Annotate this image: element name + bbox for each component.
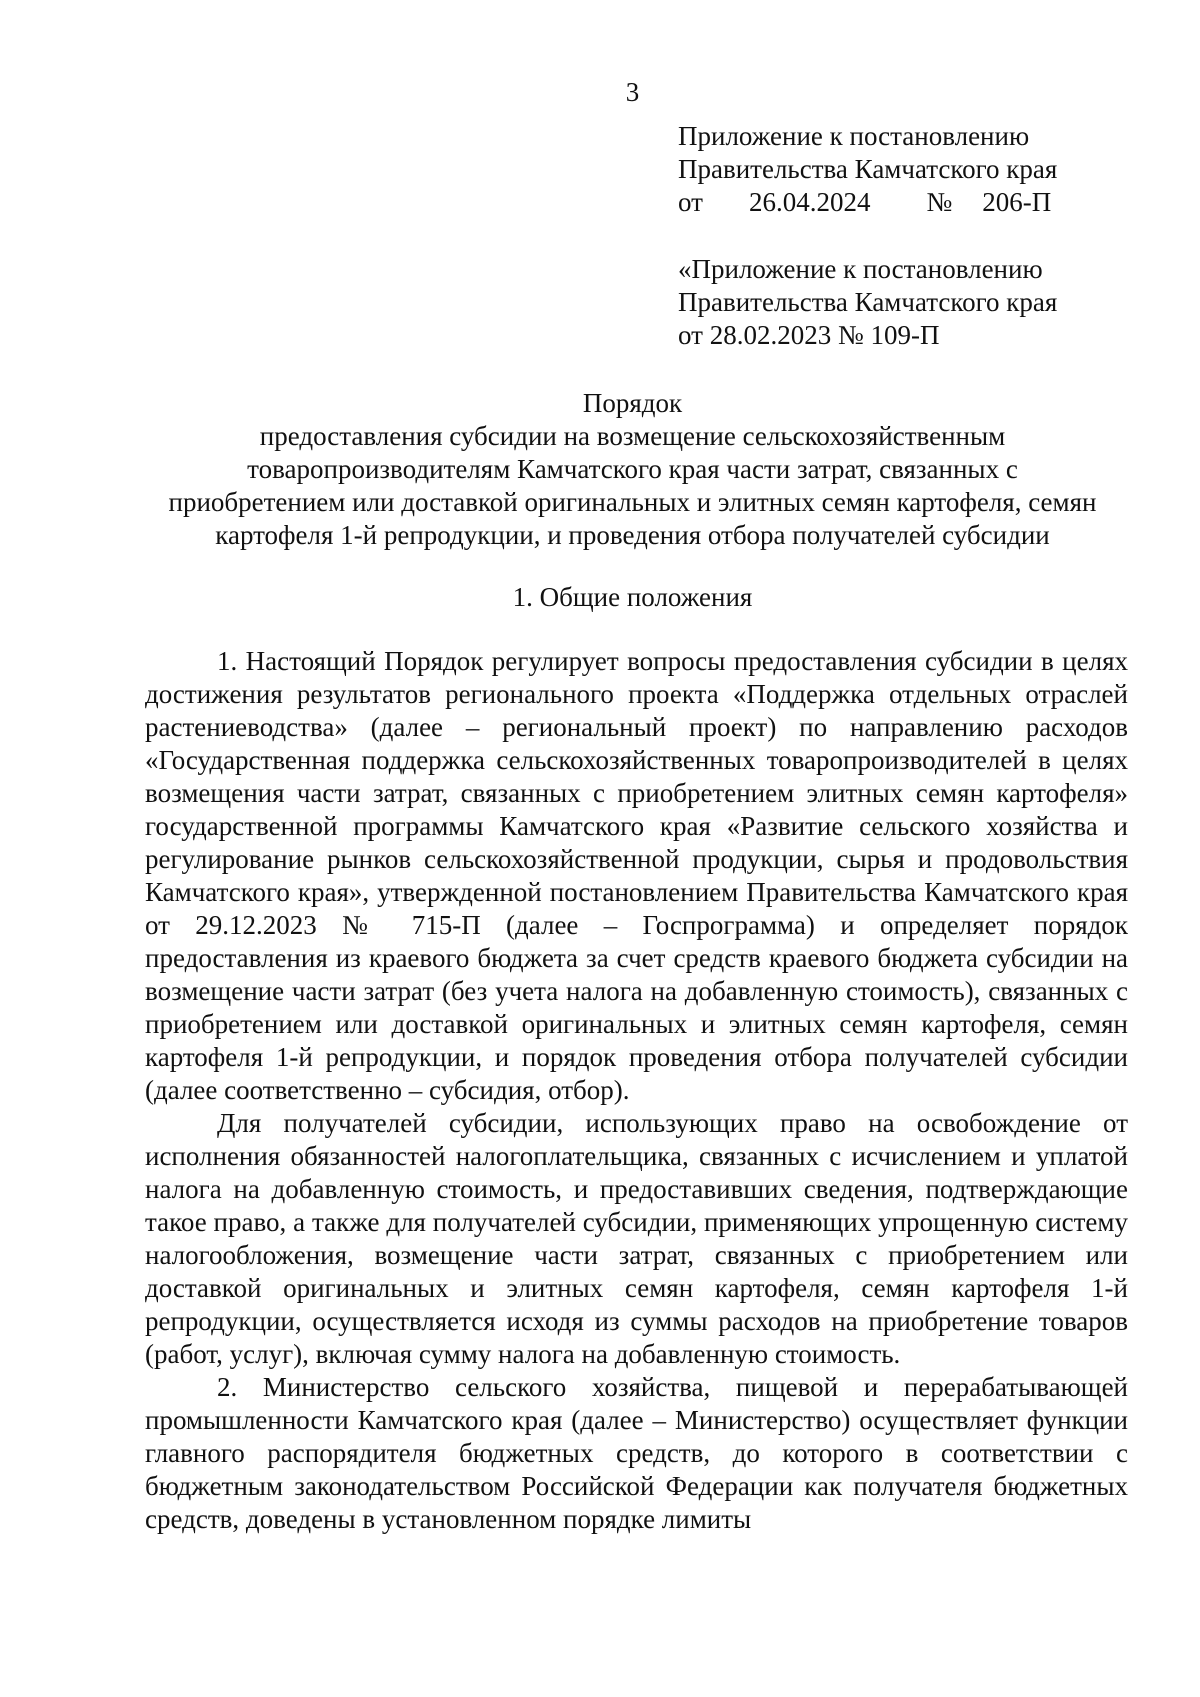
body-text [145,645,1128,1536]
number-sign: № [926,187,953,217]
title-line: приобретением или доставкой оригинальных и элитных семян картофеля, семян [168,487,1097,517]
decree-date: 26.04.2024 [748,187,871,217]
section-heading: 1. Общие положения [512,582,753,612]
appendix-header-current [678,120,1118,219]
appendix-line: «Приложение к постановлению [678,254,1043,284]
decree-details [678,186,1118,219]
appendix-line: Правительства Камчатского края [678,154,1058,184]
document-title [0,387,1200,552]
decree-number: 206-П [982,187,1052,217]
title-line: картофеля 1-й репродукции, и проведения отбора получателей субсидии [215,520,1050,550]
page-number: 3 [625,77,640,107]
from-label: от [678,187,703,217]
title-line: товаропроизводителям Камчатского края части затрат, связанных с [247,454,1018,484]
appendix-header-original [678,253,1118,352]
paragraph: Для получателей субсидии, использующих право на освобождение от исполнения обязанностей налогоплательщика, связанных с исчислением и уплатой налога на добавленную стоимость, и предоставивших сведения, подтверждающие такое право, а также для получателей субсидии, применяющих упрощенную систему налогообложения, возмещение части затрат, связанных с приобретением или доставкой оригинальных и элитных семян картофеля, семян картофеля 1-й репродукции, осуществляется исходя из суммы расходов на приобретение товаров (работ, услуг), включая сумму налога на добавленную стоимость. [145,1108,1128,1369]
paragraph: 2. Министерство сельского хозяйства, пищевой и перерабатывающей промышленности Камчатского края (далее – Министерство) осуществляет функции главного распорядителя бюджетных средств, до которого в соответствии с бюджетным законодательством Российской Федерации как получателя бюджетных средств, доведены в установленном порядке лимиты [145,1372,1128,1534]
title-line: предоставления субсидии на возмещение сельскохозяйственным [259,421,1006,451]
appendix-line: Приложение к постановлению [678,121,1030,151]
appendix-line: от 28.02.2023 № 109-П [678,320,940,350]
title-line: Порядок [582,388,683,418]
appendix-line: Правительства Камчатского края [678,287,1058,317]
paragraph: 1. Настоящий Порядок регулирует вопросы предоставления субсидии в целях достижения результатов регионального проекта «Поддержка отдельных отраслей растениеводства» (далее – региональный проект) по направлению расходов «Государственная поддержка сельскохозяйственных товаропроизводителей в целях возмещения части затрат, связанных с приобретением элитных семян картофеля» государственной программы Камчатского края «Развитие сельского хозяйства и регулирование рынков сельскохозяйственной продукции, сырья и продовольствия Камчатского края», утвержденной постановлением Правительства Камчатского края от 29.12.2023 № 715-П (далее – Госпрограмма) и определяет порядок предоставления из краевого бюджета за счет средств краевого бюджета субсидии на возмещение части затрат (без учета налога на добавленную стоимость), связанных с приобретением или доставкой оригинальных и элитных семян картофеля, семян картофеля 1-й репродукции, и порядок проведения отбора получателей субсидии (далее соответственно – субсидия, отбор). [145,646,1128,1105]
